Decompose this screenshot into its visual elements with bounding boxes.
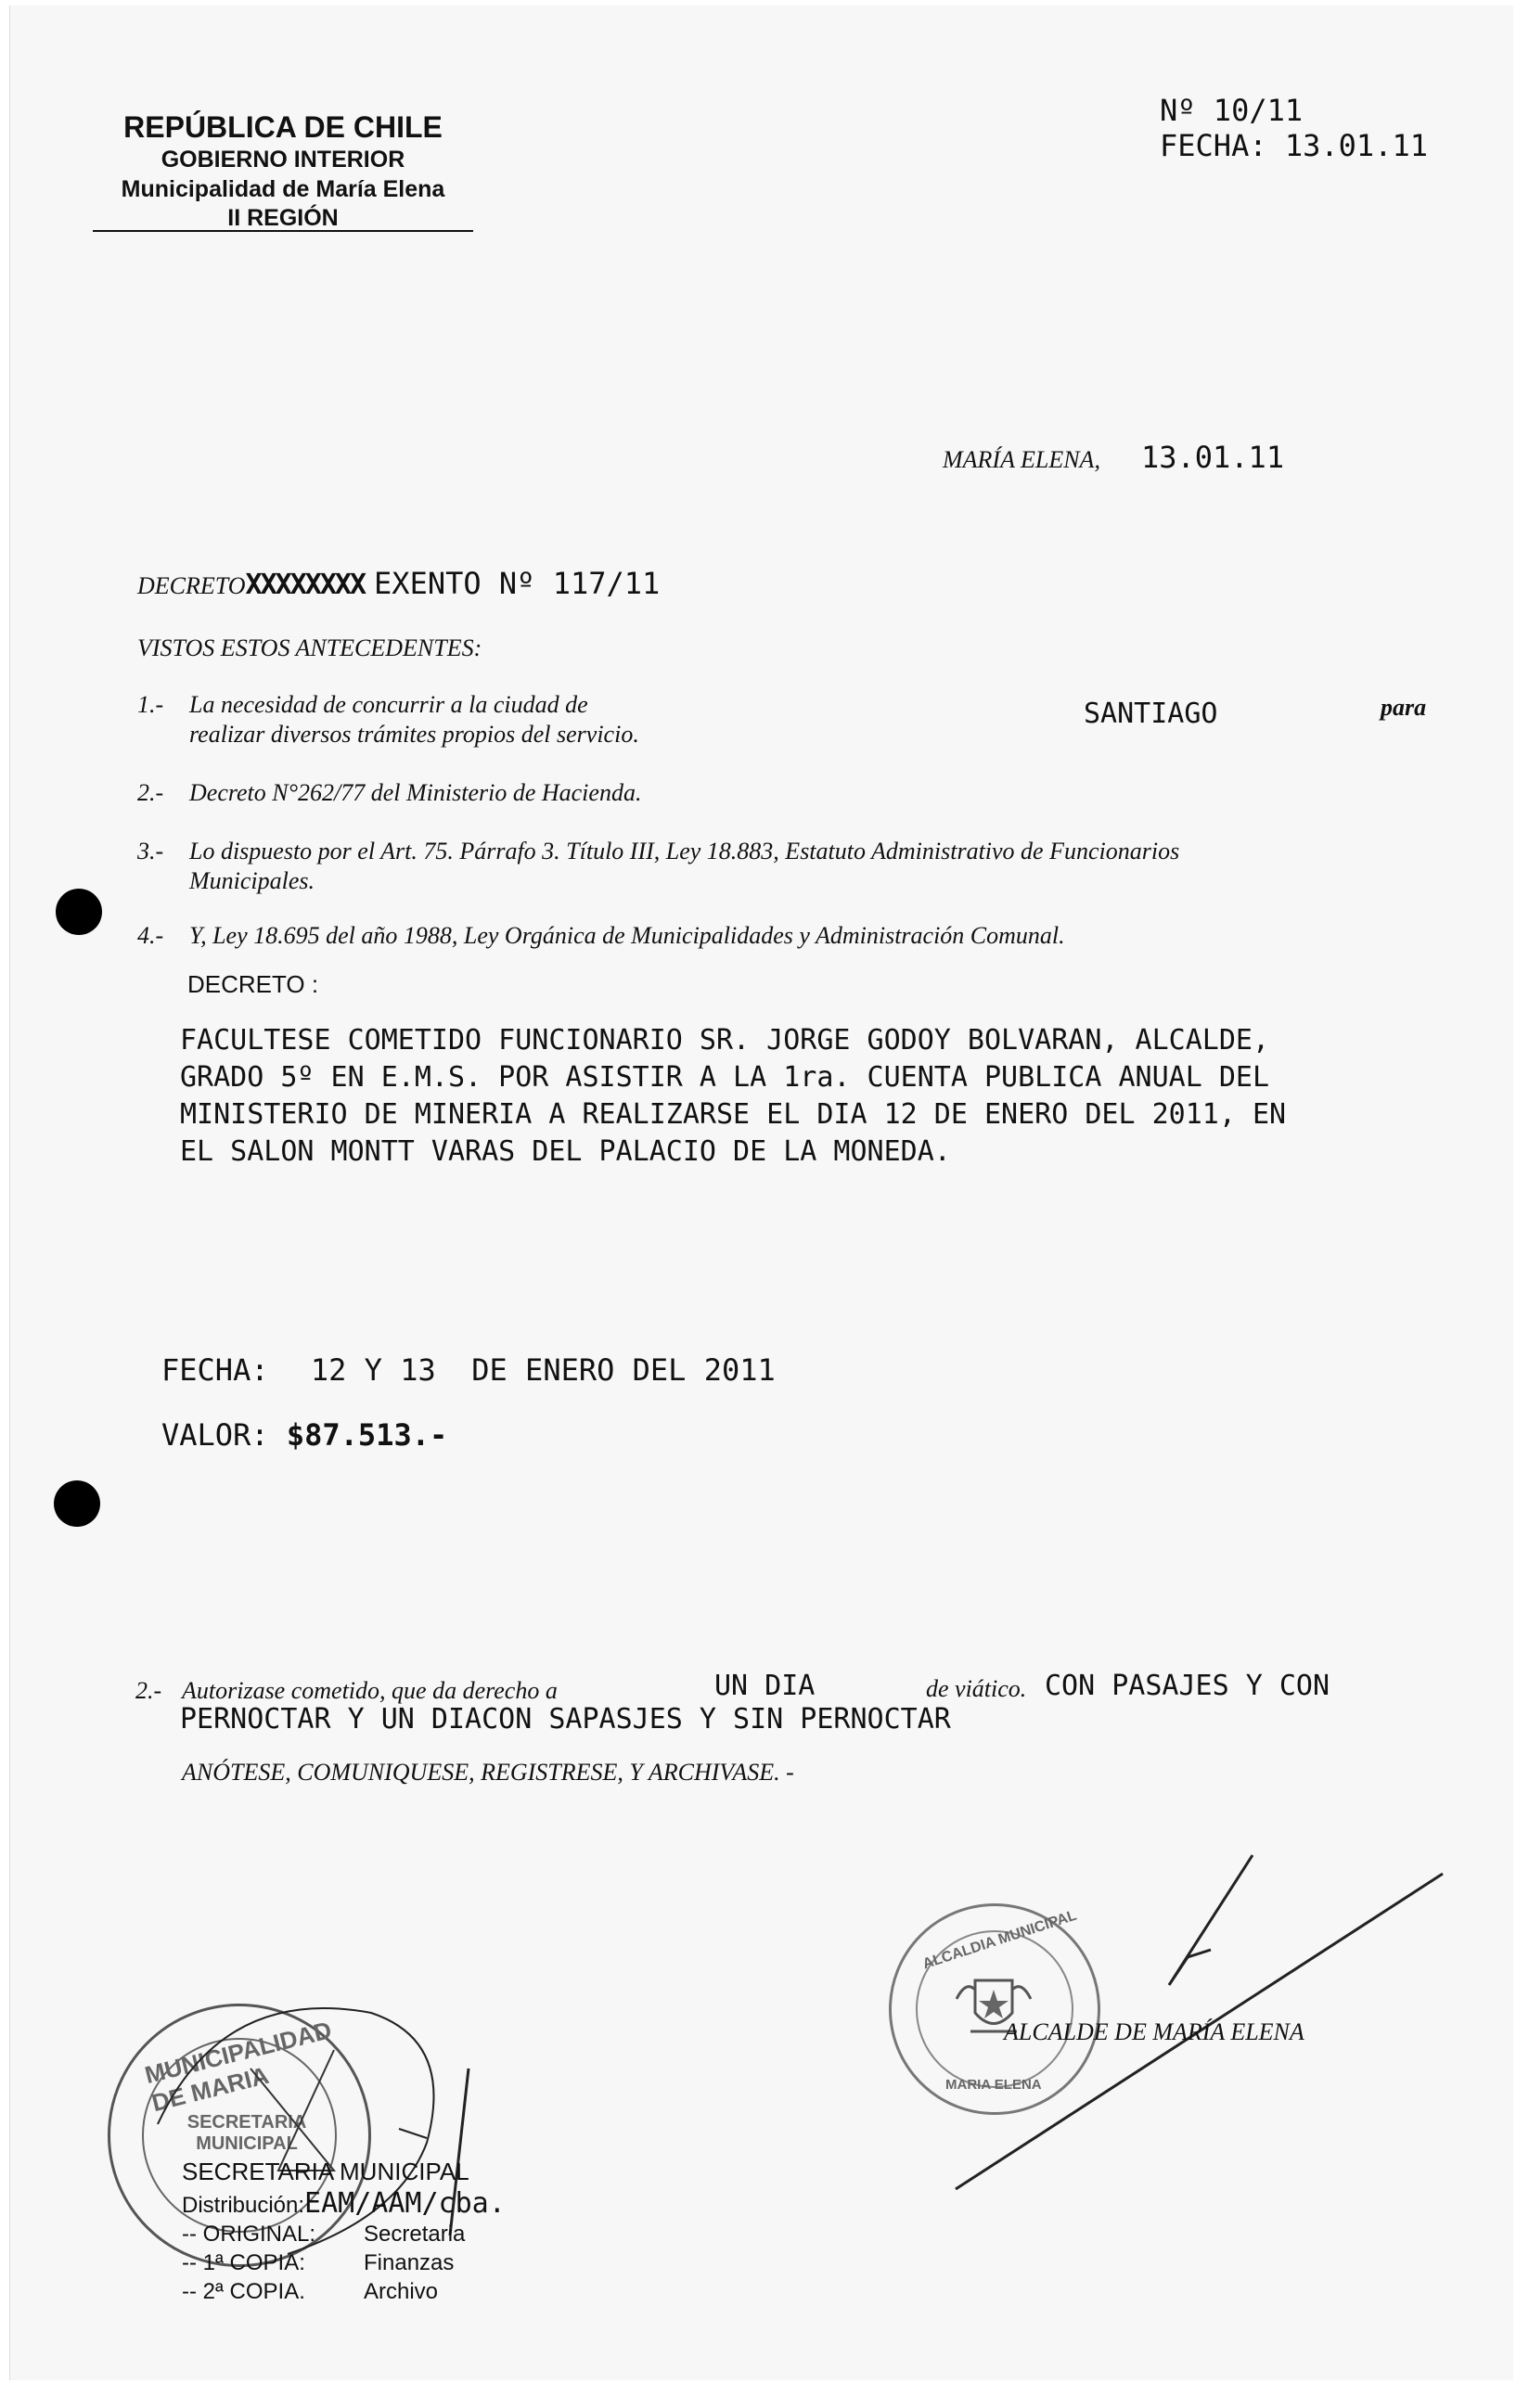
secretary-stamp-top-text: MUNICIPALIDAD DE MARIA <box>142 2016 335 2118</box>
secretary-title: SECRETARIA MUNICIPAL <box>182 2158 469 2185</box>
decree-title <box>137 566 660 601</box>
visto-text-line2: realizar diversos trámites propios del servicio. <box>189 721 639 748</box>
authorization-typed-line2: PERNOCTAR Y UN DIACON SAPASJES Y SIN PERNOCTAR <box>180 1703 951 1736</box>
decree-struck-text: XXXXXXXX <box>245 569 366 601</box>
distribution-row <box>182 2220 506 2248</box>
letterhead-underline <box>93 230 473 232</box>
fecha-value: 12 Y 13 DE ENERO DEL 2011 <box>310 1352 776 1388</box>
reference-number: Nº 10/11 <box>1160 93 1304 128</box>
fecha-label: FECHA: <box>161 1352 269 1388</box>
distribution-dest: Finanzas <box>364 2250 455 2275</box>
visto-text-line1: Decreto N°262/77 del Ministerio de Hacienda. <box>189 779 642 806</box>
distribution-dest: Archivo <box>364 2279 439 2304</box>
mayor-title: ALCALDE DE MARÍA ELENA <box>1004 2018 1304 2045</box>
visto-city: SANTIAGO <box>1084 698 1218 730</box>
mayor-stamp-top-text: ALCALDIA MUNICIPAL <box>920 1907 1079 1973</box>
authorization-typed-line1: CON PASAJES Y CON <box>1045 1670 1330 1702</box>
valor-value: $87.513.- <box>286 1417 448 1453</box>
visto-number: 1.- <box>137 691 164 718</box>
valor-label: VALOR: <box>161 1417 269 1453</box>
municipality-name: Municipalidad de María Elena <box>121 176 445 202</box>
place-date <box>943 440 1284 475</box>
distribution-row <box>182 2277 506 2306</box>
place-name: MARÍA ELENA, <box>943 446 1100 473</box>
distribution-block <box>182 2189 506 2306</box>
punch-hole-bottom <box>54 1480 100 1527</box>
authorization-num: 2.- <box>135 1677 162 1704</box>
visto-number: 3.- <box>137 838 164 865</box>
punch-hole-top <box>56 889 102 935</box>
authorization-viatico: de viático. <box>926 1675 1027 1702</box>
distribution-copy: -- 1ª COPIA: <box>182 2250 305 2275</box>
distribution-row <box>182 2248 506 2277</box>
visto-item-4 <box>137 922 1065 950</box>
letterhead <box>93 109 473 232</box>
visto-item-3 <box>137 837 1180 894</box>
ministry-name: GOBIERNO INTERIOR <box>161 147 405 173</box>
region-name: II REGIÓN <box>227 205 339 231</box>
decreto-body-line: FACULTESE COMETIDO FUNCIONARIO SR. JORGE GODOY BOLVARAN, ALCALDE, <box>180 1024 1269 1057</box>
mayor-stamp-bottom-text: MARIA ELENA <box>945 2077 1042 2093</box>
reference-block <box>1160 93 1428 163</box>
distribution-label: Distribución: <box>182 2193 305 2218</box>
authorization-days: UN DIA <box>714 1670 816 1702</box>
distribution-dest: Secretaria <box>364 2222 466 2247</box>
visto-item-1 <box>137 690 639 748</box>
reference-date: FECHA: 13.01.11 <box>1160 128 1428 163</box>
country-name: REPÚBLICA DE CHILE <box>123 110 443 144</box>
distribution-initials: EAM/AAM/cba. <box>304 2187 506 2220</box>
closing-formula: ANÓTESE, COMUNIQUESE, REGISTRESE, Y ARCHIVASE. - <box>182 1759 794 1786</box>
secretary-stamp-mid-text: SECRETARIA MUNICIPAL <box>186 2112 307 2154</box>
decree-prefix: DECRETO <box>137 572 246 599</box>
valor-row <box>161 1417 447 1453</box>
distribution-copy: -- ORIGINAL: <box>182 2222 316 2247</box>
decreto-label: DECRETO : <box>187 970 319 998</box>
visto-text-line1: Lo dispuesto por el Art. 75. Párrafo 3. Título III, Ley 18.883, Estatuto Administrativo de Funcionarios <box>189 838 1180 865</box>
authorization-text: Autorizase cometido, que da derecho a <box>182 1677 558 1704</box>
decreto-body-line: EL SALON MONTT VARAS DEL PALACIO DE LA MONEDA. <box>180 1135 951 1168</box>
visto-text-line1: Y, Ley 18.695 del año 1988, Ley Orgánica de Municipalidades y Administración Comunal. <box>189 922 1065 949</box>
vistos-heading: VISTOS ESTOS ANTECEDENTES: <box>137 634 482 661</box>
visto-text-line2: Municipales. <box>189 867 315 894</box>
distribution-copy: -- 2ª COPIA. <box>182 2279 305 2304</box>
decreto-body-line: GRADO 5º EN E.M.S. POR ASISTIR A LA 1ra. CUENTA PUBLICA ANUAL DEL <box>180 1061 1269 1094</box>
visto-number: 4.- <box>137 922 164 949</box>
visto-number: 2.- <box>137 779 164 806</box>
decreto-body-line: MINISTERIO DE MINERIA A REALIZARSE EL DIA 12 DE ENERO DEL 2011, EN <box>180 1098 1287 1131</box>
issue-date: 13.01.11 <box>1140 440 1285 475</box>
decreto-body <box>180 1022 1286 1171</box>
decree-number: EXENTO Nº 117/11 <box>374 566 661 601</box>
visto-text-line1: La necesidad de concurrir a la ciudad de <box>189 691 588 718</box>
fecha-row <box>161 1352 776 1388</box>
visto-para: para <box>1381 694 1427 721</box>
visto-item-2 <box>137 779 642 807</box>
distribution-header <box>182 2189 506 2220</box>
